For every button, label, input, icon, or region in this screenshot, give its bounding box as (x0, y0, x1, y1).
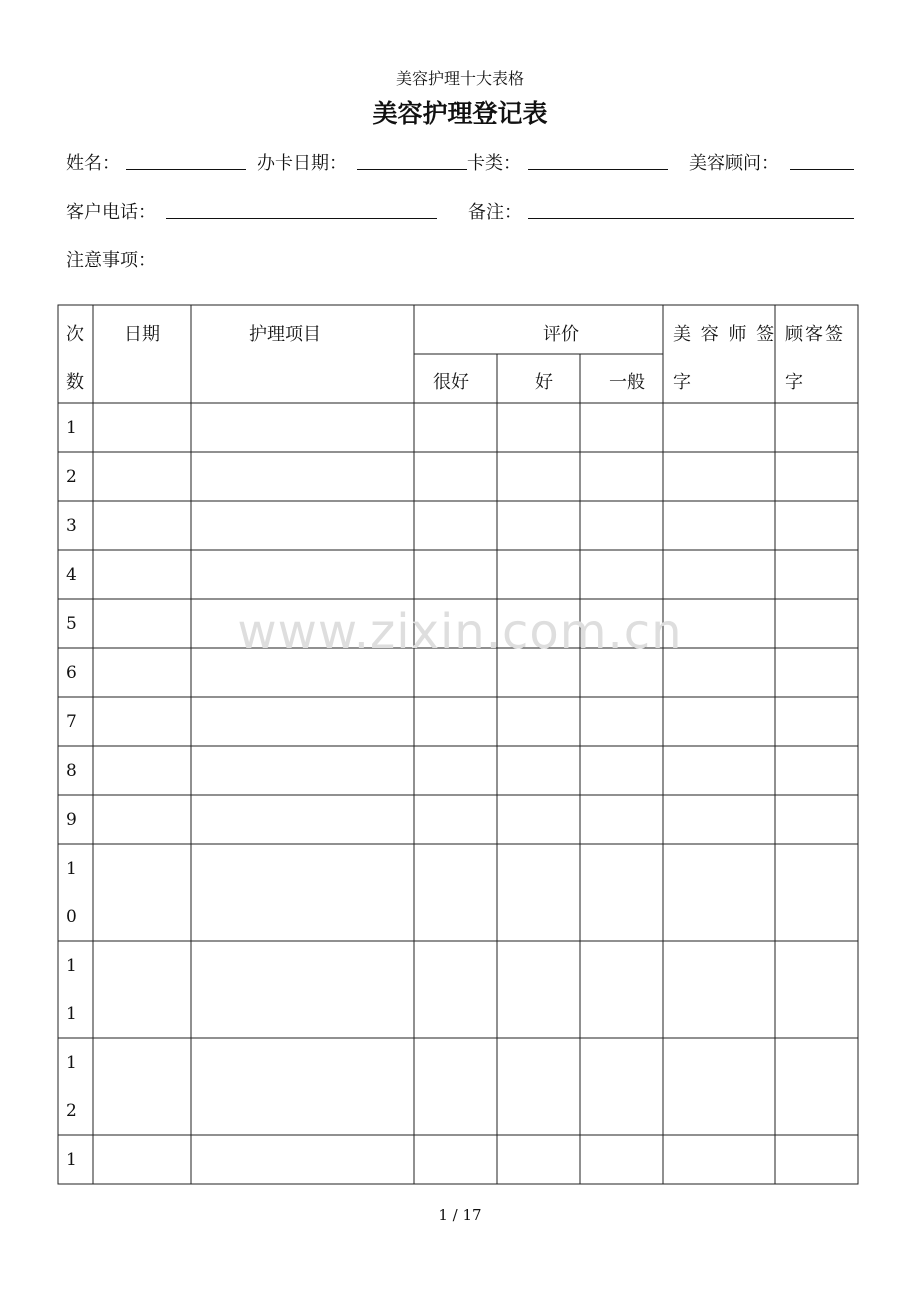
remarks-label: 备注： (468, 202, 522, 223)
card-date-label: 办卡日期： (257, 153, 347, 174)
consultant-label: 美容顾问： (689, 153, 779, 174)
row-number: 3 (66, 516, 77, 536)
row-number: 1 (66, 1004, 77, 1024)
row-number: 1 (66, 1150, 77, 1170)
row-number: 1 (66, 859, 77, 879)
watermark: www.zixin.com.cn (237, 604, 683, 660)
name-label: 姓名： (66, 153, 120, 174)
row-number: 8 (66, 761, 77, 781)
page-header: 美容护理十大表格 (395, 69, 524, 88)
row-number: 9 (66, 810, 77, 830)
row-number: 2 (66, 1101, 77, 1121)
header-count-top: 次 (66, 324, 84, 345)
header-item: 护理项目 (249, 324, 321, 345)
card-date-field[interactable] (357, 149, 467, 170)
phone-label: 客户电话： (66, 202, 156, 223)
consultant-field[interactable] (790, 149, 854, 170)
row-number: 4 (66, 565, 77, 585)
header-very-good: 很好 (433, 372, 469, 393)
header-customer-bottom: 字 (785, 372, 803, 393)
row-number: 6 (66, 663, 77, 683)
row-number: 7 (66, 712, 77, 732)
row-number: 5 (66, 614, 77, 634)
header-average: 一般 (609, 372, 645, 393)
row-number: 2 (66, 467, 77, 487)
header-beautician-top: 美 容 师 签 (673, 324, 777, 345)
header-beautician-bottom: 字 (673, 372, 691, 393)
row-number: 1 (66, 418, 77, 438)
table-border (58, 305, 858, 1184)
header-rating: 评价 (543, 324, 579, 345)
row-number: 0 (66, 907, 77, 927)
page-footer: 1 / 17 (438, 1206, 482, 1224)
header-good: 好 (535, 372, 553, 393)
header-count-bottom: 数 (66, 372, 84, 393)
row-number: 1 (66, 1053, 77, 1073)
name-field[interactable] (126, 149, 246, 170)
card-type-field[interactable] (528, 149, 668, 170)
remarks-field[interactable] (528, 198, 854, 219)
notes-label: 注意事项： (66, 250, 156, 271)
row-number: 1 (66, 956, 77, 976)
header-customer-top: 顾客签 (785, 324, 845, 345)
phone-field[interactable] (166, 198, 437, 219)
card-type-label: 卡类： (467, 153, 521, 174)
header-date: 日期 (124, 324, 160, 345)
form-title: 美容护理登记表 (372, 99, 548, 128)
